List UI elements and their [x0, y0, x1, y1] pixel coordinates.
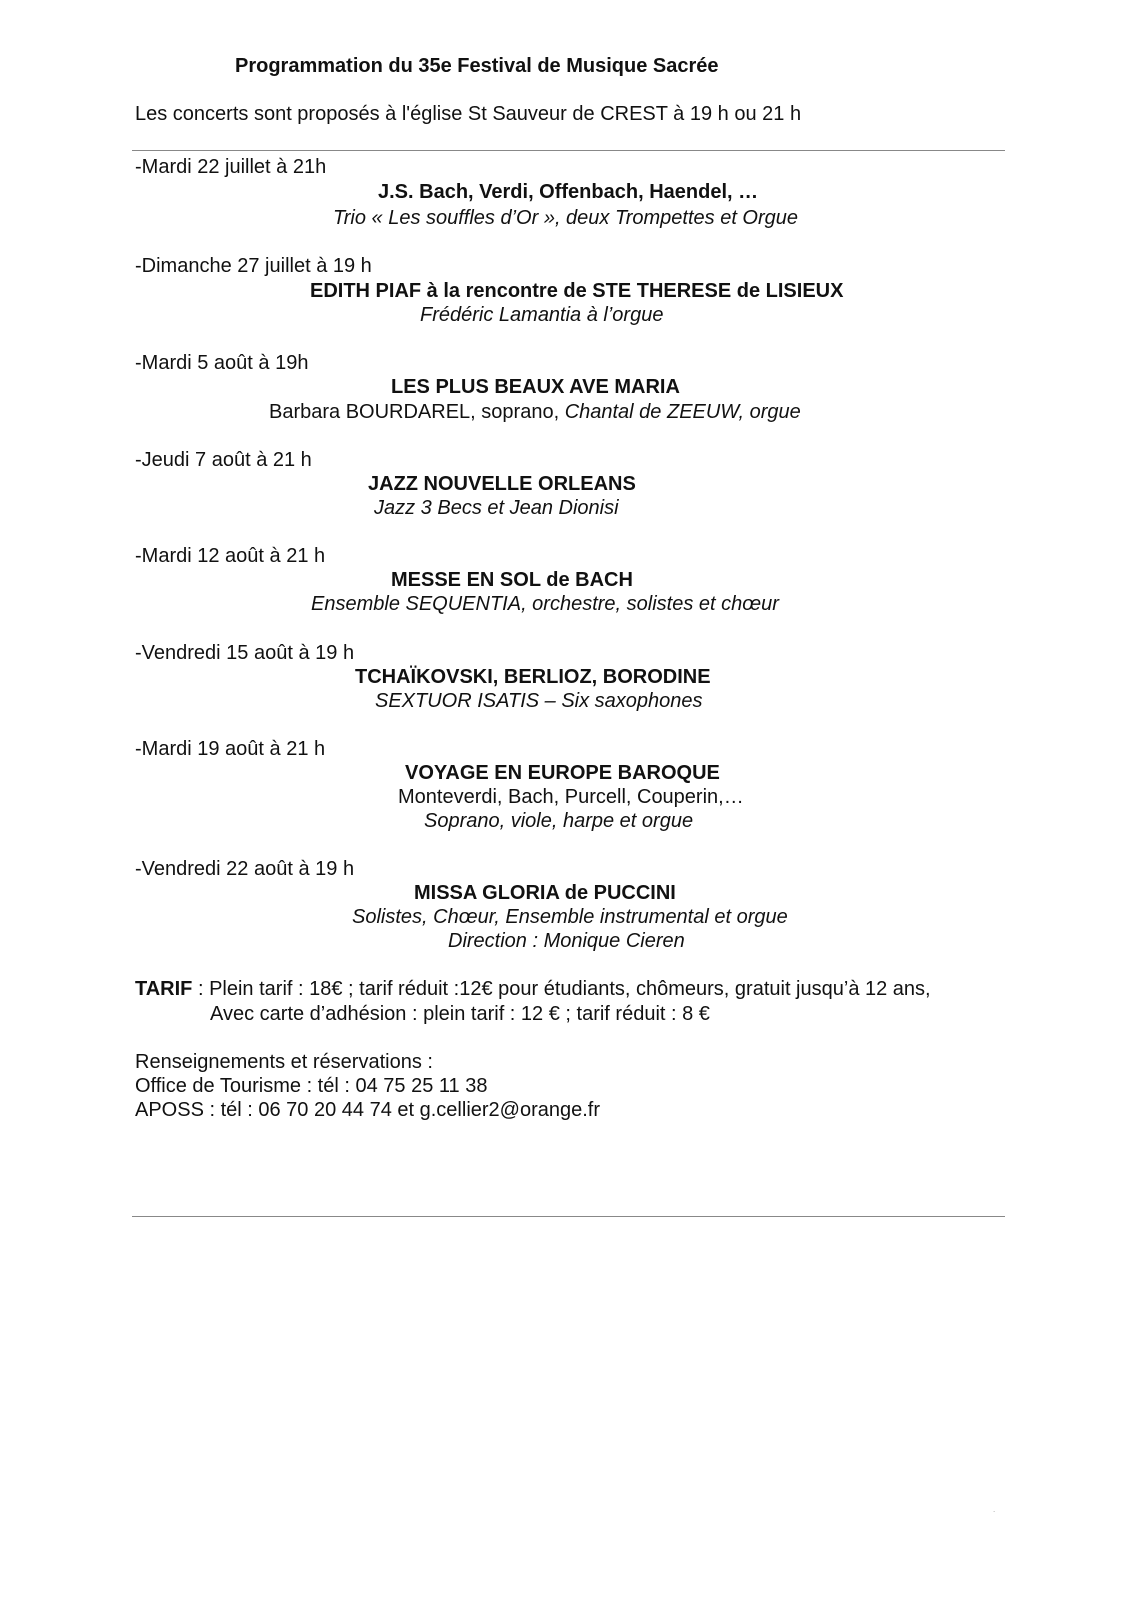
- top-divider: [132, 150, 1005, 151]
- contact-office: Office de Tourisme : tél : 04 75 25 11 38: [135, 1075, 488, 1097]
- concert-title: MESSE EN SOL de BACH: [391, 569, 633, 591]
- footer-mark: .: [993, 1505, 996, 1514]
- concert-title: JAZZ NOUVELLE ORLEANS: [368, 473, 636, 495]
- concert-title: VOYAGE EN EUROPE BAROQUE: [405, 762, 720, 784]
- concert-performers: Frédéric Lamantia à l’orgue: [420, 304, 664, 326]
- concert-title: MISSA GLORIA de PUCCINI: [414, 882, 676, 904]
- performer-soprano: Barbara BOURDAREL, soprano,: [269, 401, 565, 423]
- tarif-label: TARIF: [135, 978, 193, 1000]
- concert-date: -Mardi 5 août à 19h: [135, 352, 309, 374]
- concert-performers: [269, 402, 801, 422]
- concert-performers: Solistes, Chœur, Ensemble instrumental et orgue: [352, 906, 788, 928]
- concert-program: Monteverdi, Bach, Purcell, Couperin,…: [398, 786, 744, 808]
- concert-date: -Vendredi 15 août à 19 h: [135, 642, 355, 664]
- tarif-line-1: [135, 979, 931, 999]
- contact-heading: Renseignements et réservations :: [135, 1051, 433, 1073]
- concert-performers: Jazz 3 Becs et Jean Dionisi: [374, 497, 619, 519]
- concert-date: -Vendredi 22 août à 19 h: [135, 858, 355, 880]
- concert-title: EDITH PIAF à la rencontre de STE THERESE de LISIEUX: [310, 280, 844, 302]
- tarif-prices: : Plein tarif : 18€ ; tarif réduit :12€ pour étudiants, chômeurs, gratuit jusqu’à 12 ans,: [192, 978, 931, 1000]
- tarif-line-2: Avec carte d’adhésion : plein tarif : 12 € ; tarif réduit : 8 €: [210, 1003, 710, 1025]
- concert-performers: Soprano, viole, harpe et orgue: [424, 810, 694, 832]
- concert-date: -Mardi 22 juillet à 21h: [135, 156, 327, 178]
- concert-performers: Ensemble SEQUENTIA, orchestre, solistes et chœur: [311, 593, 779, 615]
- concert-direction: Direction : Monique Cieren: [448, 930, 685, 952]
- bottom-divider: [132, 1216, 1005, 1217]
- concert-date: -Mardi 19 août à 21 h: [135, 738, 326, 760]
- concert-date: -Jeudi 7 août à 21 h: [135, 449, 312, 471]
- concert-performers: Trio « Les souffles d’Or », deux Trompettes et Orgue: [333, 207, 799, 229]
- contact-aposs: APOSS : tél : 06 70 20 44 74 et g.cellier2@orange.fr: [135, 1099, 601, 1121]
- concert-date: -Dimanche 27 juillet à 19 h: [135, 255, 372, 277]
- page-title: Programmation du 35e Festival de Musique Sacrée: [235, 55, 719, 77]
- concert-title: TCHAÏKOVSKI, BERLIOZ, BORODINE: [355, 666, 711, 688]
- performer-organ: Chantal de ZEEUW, orgue: [564, 401, 801, 423]
- concert-title: J.S. Bach, Verdi, Offenbach, Haendel, …: [378, 181, 759, 203]
- concert-performers: SEXTUOR ISATIS – Six saxophones: [375, 690, 703, 712]
- page-subtitle: Les concerts sont proposés à l'église St Sauveur de CREST à 19 h ou 21 h: [135, 103, 802, 125]
- concert-date: -Mardi 12 août à 21 h: [135, 545, 326, 567]
- concert-title: LES PLUS BEAUX AVE MARIA: [391, 376, 680, 398]
